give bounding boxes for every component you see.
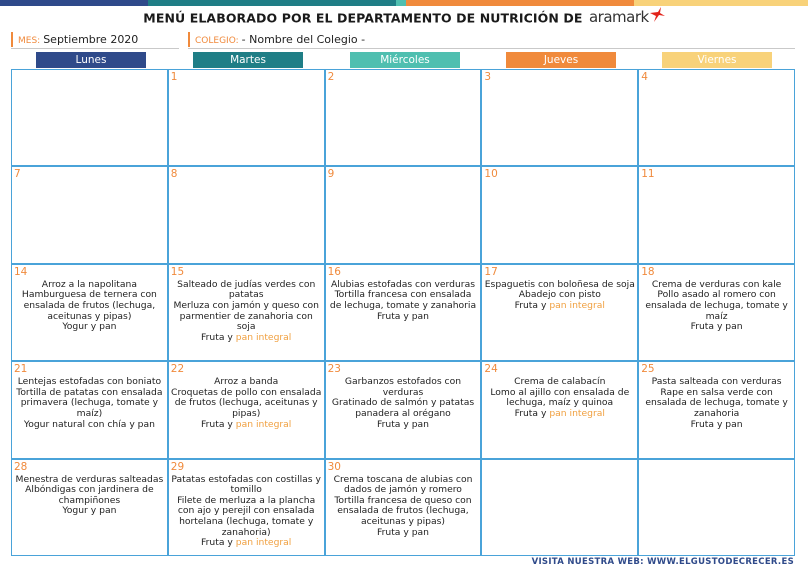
brand-name: aramark: [588, 8, 649, 26]
month-label: MES:: [18, 36, 41, 46]
dessert-fruit: Fruta y: [201, 331, 236, 343]
day-number: 1: [170, 71, 178, 83]
dessert-line: [171, 420, 322, 431]
menu-dish: Lentejas estofadas con boniato: [17, 376, 162, 388]
day-number: 29: [170, 460, 185, 473]
menu-dish: Tortilla francesa con ensalada de lechuga, tomate y zanahoria: [329, 289, 477, 311]
aramark-logo: [589, 8, 665, 26]
day-number: 23: [327, 363, 341, 376]
day-number: 15: [170, 265, 185, 278]
month-value[interactable]: Septiembre 2020: [43, 33, 139, 46]
menu-items: [171, 280, 322, 344]
title-text: MENÚ ELABORADO POR EL DEPARTAMENTO DE NUTRICIÓN DE: [143, 10, 583, 26]
menu-items: [171, 377, 322, 430]
school-underline: [188, 48, 795, 49]
menu-dish: Fruta y pan: [376, 526, 429, 538]
calendar-day-cell: [12, 362, 167, 457]
top-bar-segment-5: [634, 0, 808, 6]
top-bar-segment-3: [396, 0, 406, 6]
menu-items: [641, 377, 792, 430]
school-field: [188, 32, 365, 47]
calendar-day-cell: [169, 265, 324, 360]
menu-dish: Crema de verduras con kale: [651, 278, 782, 290]
calendar-day-cell: [326, 362, 481, 457]
calendar-day-cell: [169, 167, 324, 262]
menu-dish: Fruta y pan: [690, 321, 743, 333]
day-number: 21: [14, 363, 28, 376]
menu-dish: Abadejo con pisto: [518, 289, 601, 301]
dessert-line: [171, 538, 322, 549]
menu-dish: Arroz a banda: [214, 376, 279, 388]
calendar-day-cell: [639, 167, 794, 262]
top-bar-segment-4: [406, 0, 634, 6]
menu-items: [484, 377, 635, 419]
menu-items: [328, 475, 479, 539]
day-tab-lunes: Lunes: [36, 52, 146, 68]
page-title: [0, 10, 808, 28]
calendar-day-cell: [12, 265, 167, 360]
day-number: 3: [484, 71, 492, 83]
star-icon: [649, 7, 665, 23]
calendar-day-cell: [326, 265, 481, 360]
menu-dish: Crema de calabacín: [514, 376, 606, 388]
dessert-bread-integral: pan integral: [549, 299, 605, 311]
menu-dish: Arroz a la napolitana: [41, 278, 137, 290]
day-number: 10: [484, 168, 498, 181]
month-field: [11, 32, 138, 47]
day-tab-martes: Martes: [193, 52, 303, 68]
calendar-day-cell: [169, 362, 324, 457]
menu-dish: Albóndigas con jardinera de champiñones: [25, 484, 154, 506]
dessert-fruit: Fruta y: [201, 537, 236, 549]
calendar-day-cell: [169, 70, 324, 165]
dessert-bread-integral: pan integral: [235, 418, 292, 430]
menu-items: [14, 475, 165, 517]
top-bar-segment-1: [0, 0, 148, 6]
day-number: 11: [641, 168, 655, 181]
day-number: 17: [484, 265, 498, 278]
day-number: 7: [14, 168, 21, 181]
calendar-day-cell: [482, 167, 637, 262]
day-number: 8: [170, 168, 178, 181]
menu-dish: Fruta y pan: [376, 418, 429, 430]
day-number: 18: [641, 265, 655, 278]
calendar-day-cell: [12, 460, 167, 555]
menu-dish: Filete de merluza a la plancha con ajo y perejil con ensalada hortelana (lechuga, tomate y zanahoria): [177, 494, 316, 538]
school-label: COLEGIO:: [195, 36, 239, 46]
calendar-day-cell: [482, 460, 637, 555]
calendar-day-cell: [169, 460, 324, 555]
menu-dish: Fruta y pan: [690, 418, 743, 430]
menu-dish: Crema toscana de alubias con dados de jamón y romero: [333, 473, 473, 496]
day-tab-jueves: Jueves: [506, 52, 616, 68]
menu-dish: Fruta y pan: [376, 310, 429, 322]
day-number: 14: [14, 265, 28, 278]
dessert-bread-integral: pan integral: [235, 537, 292, 549]
day-tab-viernes: Viernes: [662, 52, 772, 68]
menu-dish: Rape en salsa verde con ensalada de lechuga, tomate y zanahoria: [645, 386, 788, 419]
menu-dish: Salteado de judías verdes con patatas: [177, 278, 316, 301]
menu-dish: Yogur y pan: [62, 321, 117, 333]
day-number: 9: [327, 168, 335, 181]
dessert-fruit: Fruta y: [514, 299, 550, 311]
menu-dish: Menestra de verduras salteadas: [15, 473, 164, 485]
calendar-day-cell: [639, 362, 794, 457]
menu-dish: Espaguetis con boloñesa de soja: [484, 278, 635, 290]
calendar-day-cell: [639, 265, 794, 360]
menu-dish: Patatas estofadas con costillas y tomillo: [171, 473, 321, 496]
menu-dish: Pasta salteada con verduras: [651, 376, 782, 388]
menu-items: [328, 377, 479, 430]
day-number: 28: [14, 460, 28, 473]
dessert-line: [484, 301, 635, 312]
menu-items: [14, 280, 165, 333]
day-number: 22: [170, 363, 185, 376]
calendar-day-cell: [482, 265, 637, 360]
dessert-bread-integral: pan integral: [235, 331, 292, 343]
day-number: 25: [641, 363, 655, 376]
dessert-fruit: Fruta y: [514, 407, 550, 419]
calendar-day-cell: [482, 70, 637, 165]
menu-items: [641, 280, 792, 333]
calendar-day-cell: [12, 70, 167, 165]
day-tab-miércoles: Miércoles: [350, 52, 460, 68]
calendar-day-cell: [482, 362, 637, 457]
menu-items: [14, 377, 165, 430]
dessert-fruit: Fruta y: [201, 418, 236, 430]
day-number: 4: [641, 71, 648, 83]
dessert-bread-integral: pan integral: [549, 407, 605, 419]
menu-dish: Pollo asado al romero con ensalada de lechuga, tomate y maíz: [645, 289, 788, 322]
menu-dish: Gratinado de salmón y patatas panadera al orégano: [331, 397, 475, 419]
menu-dish: Hamburguesa de ternera con ensalada de frutos (lechuga, aceitunas y pipas): [21, 289, 157, 322]
menu-dish: Alubias estofadas con verduras: [330, 278, 476, 290]
dessert-line: [171, 333, 322, 344]
menu-dish: Garbanzos estofados con verduras: [344, 376, 462, 398]
menu-dish: Merluza con jamón y queso con parmentier de zanahoria con soja: [173, 299, 319, 333]
day-number: 16: [327, 265, 341, 278]
calendar-day-cell: [639, 70, 794, 165]
menu-calendar-grid: [11, 69, 795, 556]
calendar-day-cell: [639, 460, 794, 555]
menu-dish: Croquetas de pollo con ensalada de frutos (lechuga, aceitunas y pipas): [171, 386, 322, 419]
month-underline: [11, 48, 179, 49]
day-number: 30: [327, 460, 341, 473]
dessert-line: [484, 409, 635, 420]
menu-dish: Tortilla francesa de queso con ensalada de frutos (lechuga, aceitunas y pipas): [334, 494, 472, 527]
school-value[interactable]: - Nombre del Colegio -: [241, 33, 366, 46]
menu-dish: Tortilla de patatas con ensalada primavera (lechuga, tomate y maíz): [16, 386, 163, 419]
website-footer[interactable]: VISITA NUESTRA WEB: WWW.ELGUSTODECRECER.ES: [531, 557, 794, 567]
menu-items: [484, 280, 635, 312]
menu-dish: Yogur natural con chía y pan: [23, 418, 155, 430]
top-color-bar: [0, 0, 808, 6]
menu-items: [171, 475, 322, 549]
menu-dish: Lomo al ajillo con ensalada de lechuga, maíz y quinoa: [490, 386, 630, 409]
top-bar-segment-2: [148, 0, 396, 6]
calendar-day-cell: [12, 167, 167, 262]
menu-items: [328, 280, 479, 322]
calendar-day-cell: [326, 70, 481, 165]
menu-dish: Yogur y pan: [62, 505, 117, 517]
day-number: 2: [327, 71, 335, 83]
day-number: 24: [484, 363, 498, 376]
calendar-day-cell: [326, 167, 481, 262]
calendar-day-cell: [326, 460, 481, 555]
